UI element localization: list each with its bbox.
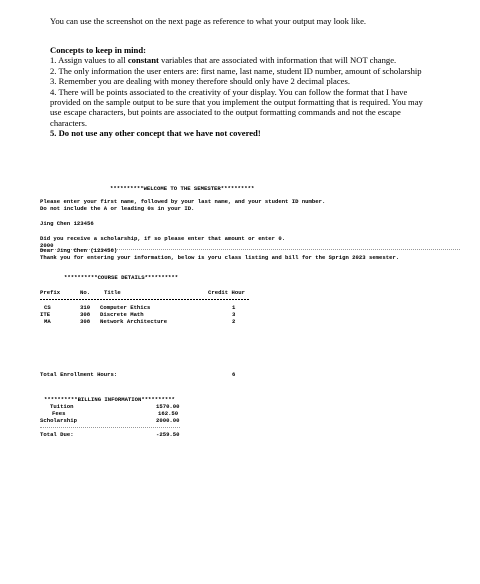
concept-item-1-suffix: variables that are associated with information that will NOT change. bbox=[158, 55, 397, 66]
course-row-3-title: Network Architecture bbox=[100, 318, 168, 325]
concept-item-5: 5. Do not use any other concept that we have not covered! bbox=[50, 128, 261, 139]
total-due-value: -259.50 bbox=[156, 431, 180, 438]
course-row-3-credit: 2 bbox=[232, 318, 236, 325]
course-row-1-prefix: CS bbox=[44, 304, 51, 311]
billing-tuition-label: Tuition bbox=[50, 403, 74, 410]
course-row-3-prefix: MA bbox=[44, 318, 51, 325]
total-due-label: Total Due: bbox=[40, 431, 74, 438]
thanks-line: Thank you for entering your information, below is yoru class listing and bill for the Sprign 2023 semester. bbox=[40, 254, 400, 261]
concept-item-4: 4. There will be points associated to the creativity of your display. You can follow the format that I have provided on the sample output to be sure that you implement the output formatting that is required. You may use escape characters, but points are associated to the output formatting commands and not the escape characters. bbox=[50, 86, 423, 128]
concept-item-1-prefix: 1. Assign values to all bbox=[50, 55, 128, 66]
input-scholarship: 2000 bbox=[40, 242, 54, 249]
concept-item-1 bbox=[50, 55, 430, 65]
header-separator bbox=[40, 299, 250, 300]
total-enrollment-value: 6 bbox=[232, 371, 236, 378]
column-title: Title bbox=[104, 289, 121, 296]
course-row-1-no: 310 bbox=[80, 304, 91, 311]
billing-fees-label: Fees bbox=[52, 410, 66, 417]
course-row-2-prefix: ITE bbox=[40, 311, 51, 318]
concepts-heading: Concepts to keep in mind: bbox=[50, 45, 146, 55]
intro-text: You can use the screenshot on the next page as reference to what your output may look like. bbox=[50, 16, 367, 26]
column-prefix: Prefix bbox=[40, 289, 61, 296]
course-row-1-title: Computer Ethics bbox=[100, 304, 151, 311]
billing-scholarship-label: Scholarship bbox=[40, 417, 77, 424]
prompt-name-line-1: Please enter your first name, followed by your last name, and your student ID number. bbox=[40, 198, 326, 205]
prompt-scholarship: Did you receive a scholarship, if so please enter that amount or enter 0. bbox=[40, 235, 286, 242]
course-details-header: **********COURSE DETAILS********** bbox=[64, 274, 179, 281]
column-credit-hour: Credit Hour bbox=[208, 289, 245, 296]
concept-item-1-bold: constant bbox=[127, 55, 159, 66]
billing-tuition-value: 1570.00 bbox=[156, 403, 180, 410]
total-enrollment-label: Total Enrollment Hours: bbox=[40, 371, 118, 378]
prompt-name-line-2: Do not include the A or leading 0s in your ID. bbox=[40, 205, 195, 212]
billing-information-header: **********BILLING INFORMATION********** bbox=[44, 396, 175, 403]
input-name: Jing Chen 123456 bbox=[40, 220, 94, 227]
course-row-2-no: 308 bbox=[80, 311, 91, 318]
course-row-3-no: 308 bbox=[80, 318, 91, 325]
concept-item-2: 2. The only information the user enters are: first name, last name, student ID number, amount of scholarship bbox=[50, 65, 422, 76]
billing-divider bbox=[40, 427, 180, 428]
course-row-2-credit: 3 bbox=[232, 311, 236, 318]
billing-fees-value: 162.50 bbox=[158, 410, 179, 417]
concepts-list bbox=[50, 45, 430, 139]
course-row-1-credit: 1 bbox=[232, 304, 236, 311]
column-no: No. bbox=[80, 289, 91, 296]
billing-scholarship-value: 2000.00 bbox=[156, 417, 180, 424]
concept-item-3: 3. Remember you are dealing with money therefore should only have 2 decimal places. bbox=[50, 76, 350, 87]
course-row-2-title: Discrete Math bbox=[100, 311, 144, 318]
welcome-banner: **********WELCOME TO THE SEMESTER********** bbox=[110, 185, 255, 192]
greeting: Dear Jing Chen (123456) bbox=[40, 247, 118, 254]
